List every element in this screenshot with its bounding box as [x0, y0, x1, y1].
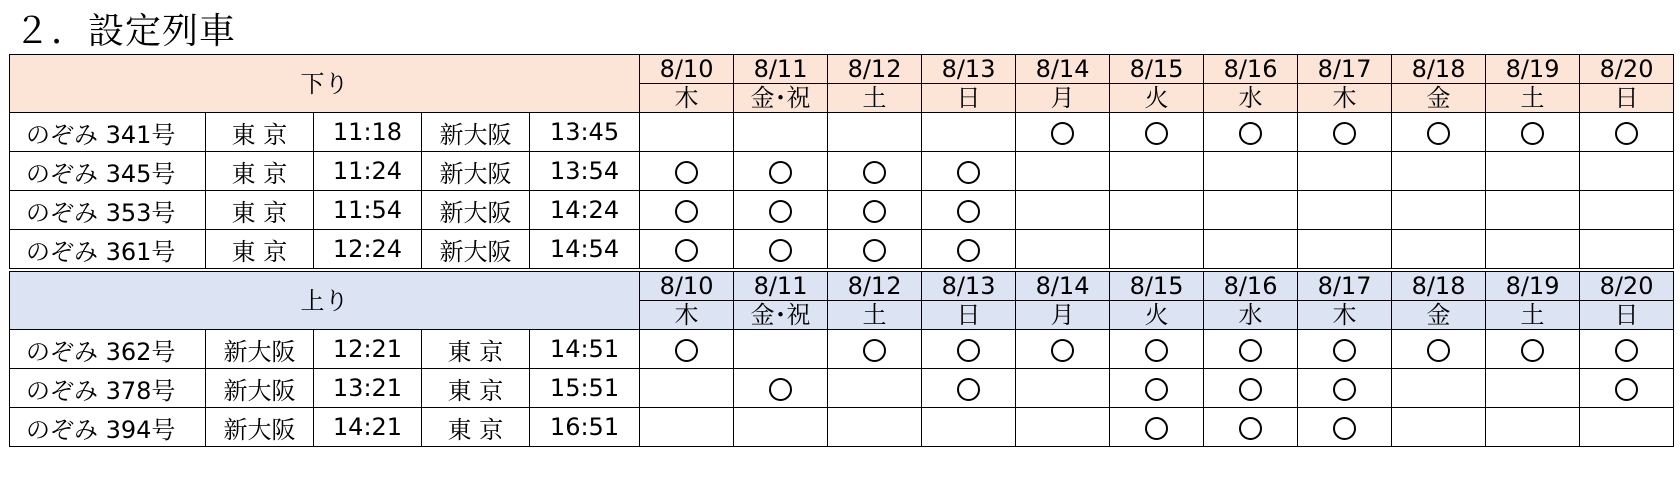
departure-station: 東 京: [206, 152, 314, 191]
run-cell: [1580, 113, 1674, 152]
day-header: 木: [640, 84, 734, 113]
run-cell: [1486, 408, 1580, 447]
date-header: 8/18: [1392, 55, 1486, 84]
date-header: 8/15: [1110, 270, 1204, 301]
run-cell: [828, 113, 922, 152]
day-header: 月: [1016, 301, 1110, 330]
date-header: 8/11: [734, 55, 828, 84]
circle-icon: [675, 339, 698, 362]
run-cell: [922, 191, 1016, 230]
table-row: [10, 152, 1674, 191]
run-cell: [1392, 230, 1486, 271]
circle-icon: [863, 239, 886, 262]
run-cell: [734, 191, 828, 230]
run-cell: [1204, 113, 1298, 152]
run-cell: [1110, 369, 1204, 408]
circle-icon: [1239, 122, 1262, 145]
run-cell: [1298, 369, 1392, 408]
run-cell: [734, 230, 828, 271]
run-cell: [1298, 408, 1392, 447]
run-cell: [1110, 152, 1204, 191]
arrival-station: 新大阪: [422, 152, 530, 191]
day-header: 土: [828, 301, 922, 330]
date-header: 8/19: [1486, 270, 1580, 301]
circle-icon: [1615, 122, 1638, 145]
arrival-station: 東 京: [422, 408, 530, 447]
day-header: 金･祝: [734, 84, 828, 113]
train-name: のぞみ 345号: [10, 152, 206, 191]
circle-icon: [1145, 122, 1168, 145]
circle-icon: [1615, 339, 1638, 362]
day-header: 日: [922, 84, 1016, 113]
day-header: 木: [640, 301, 734, 330]
day-header: 水: [1204, 84, 1298, 113]
circle-icon: [1051, 339, 1074, 362]
table-row: [10, 230, 1674, 271]
date-header: 8/17: [1298, 270, 1392, 301]
run-cell: [828, 230, 922, 271]
circle-icon: [1427, 339, 1450, 362]
run-cell: [922, 230, 1016, 271]
departure-station: 東 京: [206, 113, 314, 152]
circle-icon: [1145, 417, 1168, 440]
run-cell: [1392, 330, 1486, 369]
day-header: 日: [1580, 84, 1674, 113]
run-cell: [734, 152, 828, 191]
run-cell: [1110, 113, 1204, 152]
table-row: [10, 330, 1674, 369]
run-cell: [1580, 408, 1674, 447]
day-header: 火: [1110, 301, 1204, 330]
departure-station: 東 京: [206, 191, 314, 230]
run-cell: [828, 330, 922, 369]
page-title: ２．設定列車: [14, 11, 237, 52]
date-header: 8/20: [1580, 270, 1674, 301]
train-schedule-table: [9, 54, 1674, 447]
run-cell: [1298, 230, 1392, 271]
run-cell: [1486, 191, 1580, 230]
run-cell: [1580, 230, 1674, 271]
date-header: 8/11: [734, 270, 828, 301]
arrival-station: 東 京: [422, 369, 530, 408]
departure-station: 東 京: [206, 230, 314, 271]
circle-icon: [1333, 417, 1356, 440]
circle-icon: [1239, 417, 1262, 440]
table-row: [10, 191, 1674, 230]
date-header: 8/18: [1392, 270, 1486, 301]
circle-icon: [957, 239, 980, 262]
section-header-date-row: [10, 270, 1674, 301]
table-row: [10, 408, 1674, 447]
run-cell: [1016, 191, 1110, 230]
train-name: のぞみ 362号: [10, 330, 206, 369]
run-cell: [1392, 191, 1486, 230]
departure-time: 14:21: [314, 408, 422, 447]
run-cell: [1016, 369, 1110, 408]
departure-time: 13:21: [314, 369, 422, 408]
departure-station: 新大阪: [206, 330, 314, 369]
run-cell: [1110, 191, 1204, 230]
run-cell: [1016, 230, 1110, 271]
run-cell: [922, 408, 1016, 447]
circle-icon: [957, 161, 980, 184]
departure-time: 11:54: [314, 191, 422, 230]
date-header: 8/19: [1486, 55, 1580, 84]
section-label: 上り: [10, 270, 640, 330]
run-cell: [1204, 330, 1298, 369]
circle-icon: [1333, 122, 1356, 145]
circle-icon: [1521, 339, 1544, 362]
run-cell: [1580, 152, 1674, 191]
arrival-time: 13:54: [530, 152, 640, 191]
departure-station: 新大阪: [206, 369, 314, 408]
run-cell: [1580, 330, 1674, 369]
train-name: のぞみ 361号: [10, 230, 206, 271]
run-cell: [640, 191, 734, 230]
circle-icon: [1239, 339, 1262, 362]
day-header: 火: [1110, 84, 1204, 113]
run-cell: [1204, 152, 1298, 191]
run-cell: [1110, 230, 1204, 271]
departure-station: 新大阪: [206, 408, 314, 447]
date-header: 8/14: [1016, 55, 1110, 84]
circle-icon: [1333, 378, 1356, 401]
circle-icon: [769, 200, 792, 223]
run-cell: [734, 113, 828, 152]
arrival-time: 13:45: [530, 113, 640, 152]
run-cell: [640, 330, 734, 369]
run-cell: [640, 230, 734, 271]
date-header: 8/12: [828, 270, 922, 301]
train-name: のぞみ 394号: [10, 408, 206, 447]
day-header: 金･祝: [734, 301, 828, 330]
date-header: 8/20: [1580, 55, 1674, 84]
circle-icon: [957, 378, 980, 401]
run-cell: [1110, 330, 1204, 369]
circle-icon: [1333, 339, 1356, 362]
run-cell: [922, 330, 1016, 369]
circle-icon: [957, 339, 980, 362]
circle-icon: [1427, 122, 1450, 145]
run-cell: [1110, 408, 1204, 447]
circle-icon: [769, 378, 792, 401]
run-cell: [640, 408, 734, 447]
date-header: 8/12: [828, 55, 922, 84]
circle-icon: [863, 161, 886, 184]
train-name: のぞみ 353号: [10, 191, 206, 230]
circle-icon: [675, 200, 698, 223]
circle-icon: [863, 200, 886, 223]
circle-icon: [675, 161, 698, 184]
arrival-time: 14:54: [530, 230, 640, 271]
run-cell: [1392, 152, 1486, 191]
circle-icon: [769, 239, 792, 262]
run-cell: [1204, 230, 1298, 271]
day-header: 土: [828, 84, 922, 113]
date-header: 8/16: [1204, 270, 1298, 301]
run-cell: [1486, 113, 1580, 152]
run-cell: [828, 408, 922, 447]
run-cell: [828, 152, 922, 191]
day-header: 月: [1016, 84, 1110, 113]
arrival-time: 14:24: [530, 191, 640, 230]
section-label: 下り: [10, 55, 640, 113]
arrival-station: 東 京: [422, 330, 530, 369]
run-cell: [1486, 230, 1580, 271]
run-cell: [1298, 191, 1392, 230]
run-cell: [1392, 369, 1486, 408]
run-cell: [828, 191, 922, 230]
circle-icon: [769, 161, 792, 184]
departure-time: 12:21: [314, 330, 422, 369]
run-cell: [1204, 369, 1298, 408]
date-header: 8/14: [1016, 270, 1110, 301]
run-cell: [1392, 408, 1486, 447]
day-header: 金: [1392, 84, 1486, 113]
run-cell: [1392, 113, 1486, 152]
run-cell: [1298, 330, 1392, 369]
circle-icon: [1615, 378, 1638, 401]
section-header-date-row: [10, 55, 1674, 84]
day-header: 水: [1204, 301, 1298, 330]
run-cell: [1204, 408, 1298, 447]
date-header: 8/15: [1110, 55, 1204, 84]
run-cell: [1486, 330, 1580, 369]
table-row: [10, 369, 1674, 408]
circle-icon: [1145, 378, 1168, 401]
day-header: 土: [1486, 301, 1580, 330]
date-header: 8/17: [1298, 55, 1392, 84]
departure-time: 12:24: [314, 230, 422, 271]
arrival-time: 15:51: [530, 369, 640, 408]
train-name: のぞみ 341号: [10, 113, 206, 152]
run-cell: [1486, 369, 1580, 408]
run-cell: [640, 369, 734, 408]
run-cell: [1580, 191, 1674, 230]
run-cell: [1298, 152, 1392, 191]
run-cell: [1204, 191, 1298, 230]
run-cell: [640, 113, 734, 152]
day-header: 木: [1298, 301, 1392, 330]
day-header: 日: [1580, 301, 1674, 330]
run-cell: [1580, 369, 1674, 408]
run-cell: [734, 408, 828, 447]
date-header: 8/10: [640, 270, 734, 301]
circle-icon: [863, 339, 886, 362]
run-cell: [1016, 330, 1110, 369]
day-header: 日: [922, 301, 1016, 330]
circle-icon: [1239, 378, 1262, 401]
date-header: 8/16: [1204, 55, 1298, 84]
run-cell: [1016, 152, 1110, 191]
circle-icon: [957, 200, 980, 223]
date-header: 8/13: [922, 55, 1016, 84]
run-cell: [1016, 113, 1110, 152]
date-header: 8/10: [640, 55, 734, 84]
circle-icon: [1051, 122, 1074, 145]
run-cell: [734, 369, 828, 408]
run-cell: [734, 330, 828, 369]
date-header: 8/13: [922, 270, 1016, 301]
run-cell: [1016, 408, 1110, 447]
arrival-time: 14:51: [530, 330, 640, 369]
arrival-station: 新大阪: [422, 230, 530, 271]
departure-time: 11:24: [314, 152, 422, 191]
run-cell: [1298, 113, 1392, 152]
circle-icon: [1521, 122, 1544, 145]
train-name: のぞみ 378号: [10, 369, 206, 408]
day-header: 土: [1486, 84, 1580, 113]
circle-icon: [675, 239, 698, 262]
day-header: 木: [1298, 84, 1392, 113]
arrival-station: 新大阪: [422, 191, 530, 230]
run-cell: [922, 113, 1016, 152]
arrival-station: 新大阪: [422, 113, 530, 152]
run-cell: [922, 152, 1016, 191]
table-row: [10, 113, 1674, 152]
run-cell: [1486, 152, 1580, 191]
circle-icon: [1145, 339, 1168, 362]
run-cell: [640, 152, 734, 191]
run-cell: [828, 369, 922, 408]
arrival-time: 16:51: [530, 408, 640, 447]
day-header: 金: [1392, 301, 1486, 330]
run-cell: [922, 369, 1016, 408]
departure-time: 11:18: [314, 113, 422, 152]
